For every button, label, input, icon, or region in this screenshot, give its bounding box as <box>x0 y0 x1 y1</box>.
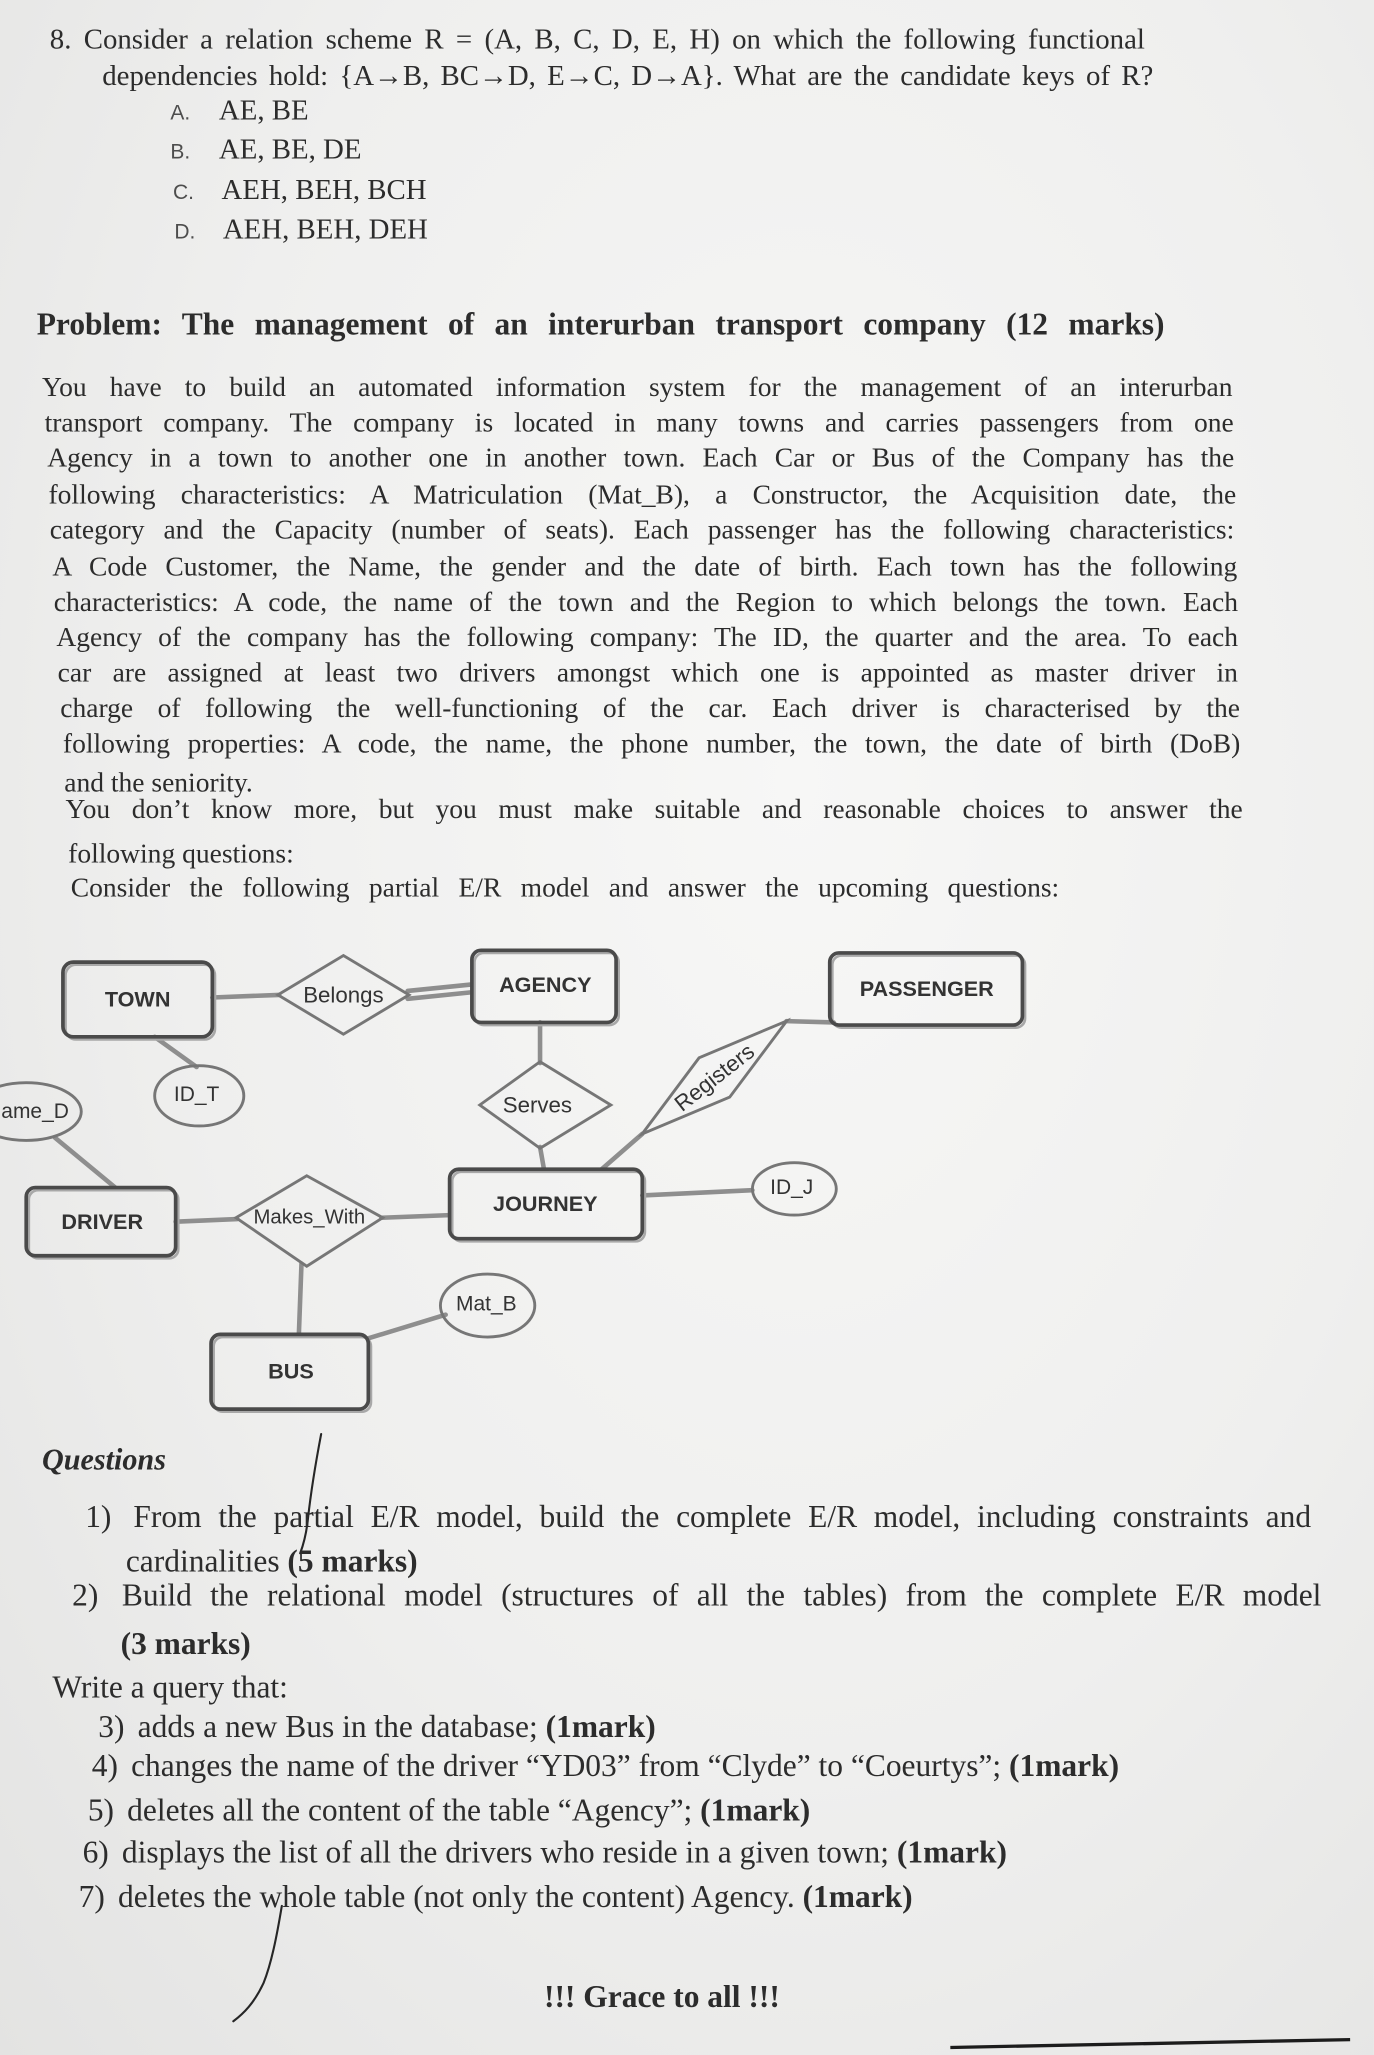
connector-makes-with-bus <box>299 1264 302 1335</box>
driver-label: DRIVER <box>61 1209 144 1235</box>
id-j-label: ID_J <box>770 1176 814 1200</box>
passenger-label: PASSENGER <box>859 975 994 1001</box>
question-6 <box>83 1835 1007 1873</box>
connector-town-belongs <box>212 995 279 998</box>
question-4-number: 4) <box>91 1749 118 1784</box>
option-c-text: AEH, BEH, BCH <box>221 173 427 206</box>
paragraph-line: transport company. The company is located in many towns and carries passengers from one <box>44 406 1234 438</box>
connector-name-d-driver <box>55 1138 115 1188</box>
registers-label: Registers <box>669 1038 760 1117</box>
connector-belongs-agency-double <box>408 992 472 999</box>
mat-b-label: Mat_B <box>456 1292 517 1316</box>
journey-entity <box>450 1169 645 1241</box>
question-8-line-2: dependencies hold: {A→B, BC→D, E→C, D→A}. What are the candidate keys of R? <box>102 58 1154 92</box>
question-8-line-1: 8. Consider a relation scheme R = (A, B, C, D, E, H) on which the following functional <box>49 22 1145 56</box>
bus-entity <box>211 1334 371 1411</box>
registers-relationship <box>627 1001 802 1153</box>
bus-label: BUS <box>268 1358 314 1384</box>
serves-label: Serves <box>502 1092 573 1118</box>
town-label: TOWN <box>104 986 171 1012</box>
question-1-number: 1) <box>85 1500 112 1535</box>
belongs-relationship <box>278 956 409 1035</box>
closing-message: !!! Grace to all !!! <box>543 1980 780 2015</box>
question-1-line-1 <box>85 1500 1311 1538</box>
passenger-entity <box>830 953 1025 1028</box>
paragraph-line: following questions: <box>68 837 294 870</box>
question-7 <box>79 1880 913 1918</box>
connector-registers-passenger <box>786 1021 833 1022</box>
question-5 <box>88 1793 810 1831</box>
name-d-attribute <box>0 1083 81 1141</box>
question-3-marks: (1mark) <box>545 1710 656 1745</box>
option-d-text: AEH, BEH, DEH <box>222 212 428 246</box>
option-d-letter: D. <box>174 221 196 244</box>
paragraph-line: category and the Capacity (number of seats). Each passenger has the following characteristics: <box>49 513 1235 546</box>
pen-stroke <box>233 1906 281 2021</box>
driver-entity <box>26 1188 178 1259</box>
connector-makes-with-journey <box>381 1215 449 1218</box>
question-1-line-2 <box>126 1544 418 1582</box>
question-3-number: 3) <box>98 1710 125 1745</box>
paragraph-line: Agency of the company has the following company: The ID, the quarter and the area. To each <box>56 621 1239 653</box>
connector-driver-makes-with <box>176 1219 238 1222</box>
journey-label: JOURNEY <box>493 1190 598 1216</box>
question-6-number: 6) <box>82 1836 109 1871</box>
option-b-text: AE, BE, DE <box>218 132 362 166</box>
agency-entity <box>472 950 619 1025</box>
paragraph-line: A Code Customer, the Name, the gender and the date of birth. Each town has the following <box>52 550 1238 582</box>
question-1-marks: (5 marks) <box>287 1545 418 1580</box>
question-2-number: 2) <box>72 1579 99 1614</box>
question-4-text: changes the name of the driver “YD03” from “Clyde” to “Coeurtys”; <box>131 1749 1002 1784</box>
option-c-letter: C. <box>173 182 194 205</box>
paragraph-line: following properties: A code, the name, the phone number, the town, the date of birth (DoB) <box>62 727 1241 759</box>
question-7-number: 7) <box>78 1880 105 1916</box>
option-b-letter: B. <box>170 141 191 164</box>
question-1-text: From the partial E/R model, build the complete E/R model, including constraints and <box>133 1500 1312 1535</box>
paragraph-line: Agency in a town to another one in another town. Each Car or Bus of the Company has the <box>47 441 1235 474</box>
connector-journey-registers <box>602 1134 643 1169</box>
paragraph-line: You don’t know more, but you must make suitable and reasonable choices to answer the <box>65 793 1243 825</box>
question-3-text: adds a new Bus in the database; <box>137 1710 538 1745</box>
paragraph-line: Consider the following partial E/R model and answer the upcoming questions: <box>70 871 1060 904</box>
question-2-line-2 <box>121 1627 251 1665</box>
connector-bus-mat-b <box>368 1315 445 1339</box>
makes-with-label: Makes_With <box>253 1206 366 1229</box>
paragraph-line: and the seniority. <box>64 766 253 799</box>
question-7-text: deletes the whole table (not only the content) Agency. <box>117 1880 795 1916</box>
question-7-marks: (1mark) <box>802 1880 913 1916</box>
connector-journey-id-j <box>642 1190 752 1195</box>
question-4 <box>92 1749 1119 1787</box>
question-4-marks: (1mark) <box>1009 1749 1120 1784</box>
question-2-line-1 <box>72 1578 1321 1616</box>
question-2-text: Build the relational model (structures of all the tables) from the complete E/R model <box>121 1579 1322 1614</box>
connector-belongs-agency <box>408 984 472 991</box>
questions-heading: Questions <box>41 1443 166 1476</box>
connector-town-id-t <box>155 1037 197 1067</box>
paragraph-line: You have to build an automated information system for the management of an interurban <box>41 370 1233 403</box>
question-2-marks: (3 marks) <box>120 1628 251 1663</box>
paragraph-line: car are assigned at least two drivers amongst which one is appointed as master driver in <box>57 656 1238 689</box>
question-5-text: deletes all the content of the table “Agency”; <box>127 1794 693 1829</box>
agency-label: AGENCY <box>499 971 592 997</box>
option-a-text: AE, BE <box>218 93 309 126</box>
town-entity <box>63 962 215 1039</box>
problem-title: Problem: The management of an interurban transport company (12 marks) <box>36 308 1165 343</box>
serves-relationship <box>480 1062 611 1149</box>
paragraph-line: following characteristics: A Matriculation (Mat_B), a Constructor, the Acquisition date, the <box>48 478 1237 510</box>
id-t-attribute <box>155 1066 244 1126</box>
question-5-marks: (1mark) <box>700 1794 811 1829</box>
paragraph-line: charge of following the well-functioning of the car. Each driver is characterised by the <box>60 692 1241 724</box>
option-a-letter: A. <box>170 102 191 125</box>
name-d-label: ame_D <box>1 1100 69 1124</box>
question-3 <box>98 1709 655 1747</box>
question-5-number: 5) <box>87 1794 115 1829</box>
paragraph-line: characteristics: A code, the name of the town and the Region to which belongs the town. Each <box>53 585 1238 618</box>
makes-with-relationship <box>236 1176 383 1266</box>
id-t-label: ID_T <box>173 1083 220 1107</box>
question-1-text-continued: cardinalities <box>125 1545 280 1580</box>
page-edge-line <box>950 2040 1350 2048</box>
connector-serves-journey <box>540 1147 544 1169</box>
question-6-text: displays the list of all the drivers who reside in a given town; <box>121 1836 890 1871</box>
question-6-marks: (1mark) <box>896 1836 1007 1871</box>
mat-b-attribute <box>440 1274 534 1337</box>
id-j-attribute <box>752 1163 836 1215</box>
belongs-label: Belongs <box>303 982 384 1008</box>
query-intro: Write a query that: <box>52 1671 288 1706</box>
